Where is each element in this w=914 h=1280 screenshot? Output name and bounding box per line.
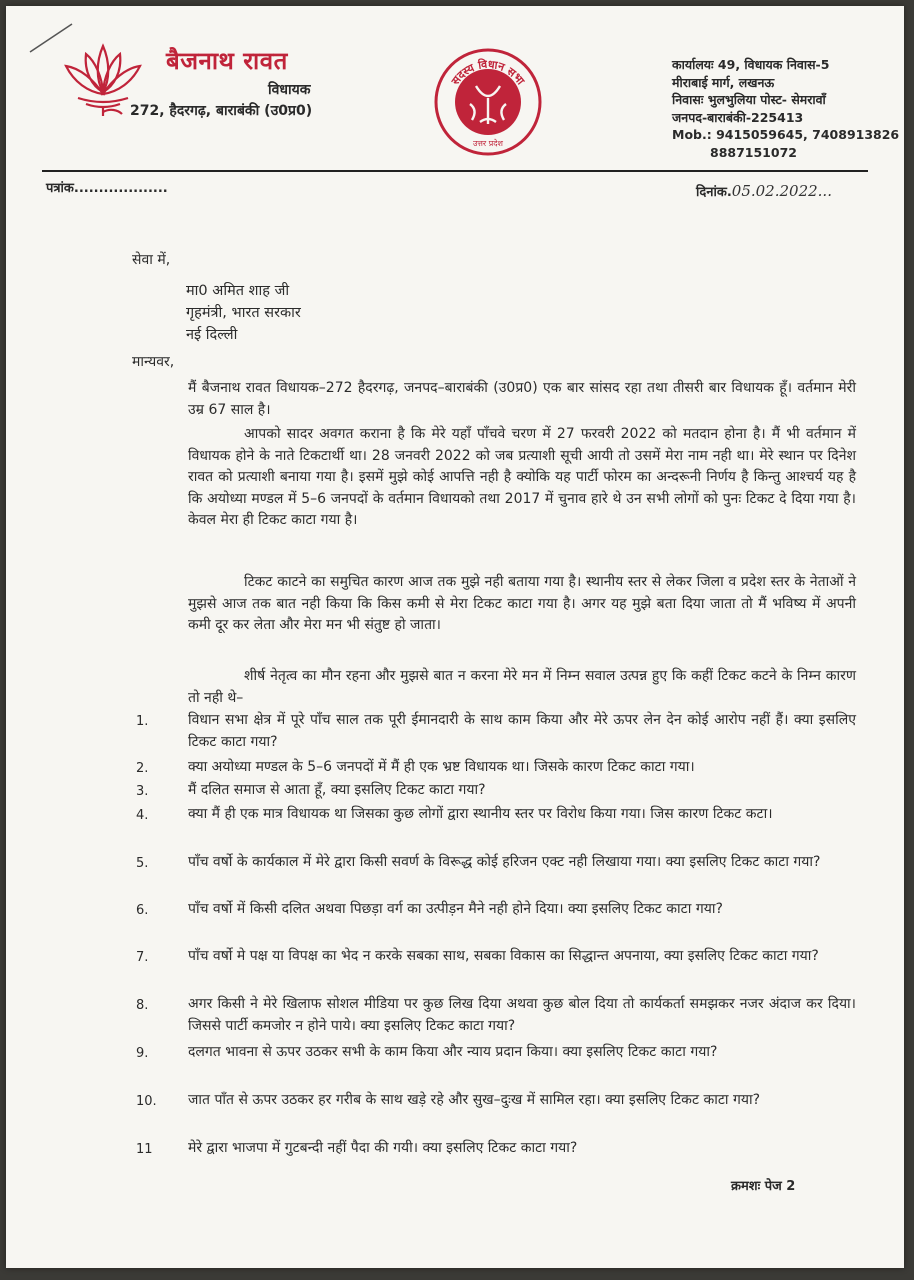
question-text: क्या मैं ही एक मात्र विधायक था जिसका कुछ लोगों द्वारा स्थानीय स्तर पर विरोध किया गया। जिस कारण टिकट कटा। [188, 806, 773, 822]
date-field [696, 182, 832, 200]
question-number: 1. [136, 714, 149, 729]
seva-me: सेवा में, [132, 252, 171, 268]
salutation: मान्यवर, [132, 354, 175, 370]
question-number: 2. [136, 761, 149, 776]
address-line: मीराबाई मार्ग, लखनऊ [672, 74, 775, 90]
mla-constituency: 272, हैदरगढ़, बाराबंकी (उ0प्र0) [130, 103, 313, 119]
addressee-line: नई दिल्ली [186, 327, 238, 343]
addressee-line: मा0 अमित शाह जी [186, 283, 290, 299]
question-number: 10. [136, 1094, 157, 1109]
question-text: क्या अयोध्या मण्डल के 5–6 जनपदों में मैं ही एक भ्रष्ट विधायक था। जिसके कारण टिकट काटा गया। [188, 759, 695, 775]
seal-bottom-text: उत्तर प्रदेश [473, 139, 503, 148]
paragraph: शीर्ष नेतृत्व का मौन रहना और मुझसे बात न करना मेरे मन में निम्न सवाल उत्पन्न हुए कि कहीं टिकट कटने के निम्न कारण तो नही थे– [188, 668, 856, 706]
vidhan-sabha-seal-icon [432, 46, 544, 158]
addressee-block [186, 280, 301, 346]
question-number: 8. [136, 998, 149, 1013]
question-text: मेरे द्वारा भाजपा में गुटबन्दी नहीं पैदा की गयी। क्या इसलिए टिकट काटा गया? [188, 1140, 578, 1156]
letter-page [6, 6, 904, 1268]
question-number: 5. [136, 856, 149, 871]
question-number: 9. [136, 1046, 149, 1061]
question-number: 7. [136, 950, 149, 965]
address-line: Mob.: 9415059645, 7408913826 [672, 127, 900, 142]
question-text: जात पाँत से ऊपर उठकर हर गरीब के साथ खड़े रहे और सुख–दुःख में सामिल रहा। क्या इसलिए टिकट काटा गया? [188, 1092, 761, 1108]
address-line: 8887151072 [710, 144, 797, 160]
continued-note: क्रमशः पेज 2 [731, 1179, 796, 1194]
address-line: जनपद-बाराबंकी-225413 [672, 109, 804, 125]
question-text: पाँच वर्षो में किसी दलित अथवा पिछड़ा वर्ग का उत्पीड़न मैने नही होने दिया। क्या इसलिए टिकट काटा गया? [188, 901, 723, 917]
mla-designation: विधायक [268, 82, 311, 98]
question-text: अगर किसी ने मेरे खिलाफ सोशल मीडिया पर कुछ लिख दिया अथवा कुछ बोल दिया तो कार्यकर्ता समझकर नजर अंदाज कर दिया। जिससे पार्टी कमजोर न होने पाये। क्या इसलिए टिकट काटा गया? [188, 996, 856, 1034]
question-text: मैं दलित समाज से आता हूँ, क्या इसलिए टिकट काटा गया? [188, 782, 486, 798]
address-line: कार्यालयः 49, विधायक निवास-5 [672, 57, 830, 72]
office-address [672, 56, 899, 161]
addressee-line: गृहमंत्री, भारत सरकार [186, 305, 301, 321]
seal-top-text: सदस्य विधान सभा [448, 57, 528, 88]
mla-name: बैजनाथ रावत [166, 47, 288, 75]
question-text: पाँच वर्षो के कार्यकाल में मेरे द्वारा किसी सवर्ण के विरूद्ध कोई हरिजन एक्ट नही लिखाया गया। क्या इसलिए टिकट काटा गया? [188, 854, 821, 870]
address-line: निवासः भुलभुलिया पोस्ट- सेमरावाँ [672, 92, 826, 107]
patrank-label: पत्रांक................... [46, 181, 168, 196]
letterhead-divider [42, 170, 868, 172]
question-number: 6. [136, 903, 149, 918]
paragraph: टिकट काटने का समुचित कारण आज तक मुझे नही बताया गया है। स्थानीय स्तर से लेकर जिला व प्रदेश स्तर के नेताओं ने मुझसे आज तक बात नही किया कि किस कमी से मेरा टिकट काटा गया है। अगर यह मुझे बता दिया जाता तो मैं भविष्य में अपनी कमी दूर कर लेता और मेरा मन भी संतुष्ट हो जाता। [188, 574, 856, 633]
paragraph: आपको सादर अवगत कराना है कि मेरे यहाँ पाँचवे चरण में 27 फरवरी 2022 को मतदान होना है। मैं भी वर्तमान में विधायक होने के नाते टिकटार्थी था। 28 जनवरी 2022 को जब प्रत्याशी सूची आयी तो उसमें मेरा नाम नही था। मेरे स्थान पर दिनेश रावत को प्रत्याशी बनाया गया है। इसमें मुझे कोई आपत्ति नही है क्योकि यह पार्टी फोरम का अन्दरूनी निर्णय है किन्तु आश्चर्य यह है कि अयोध्या मण्डल में 5–6 जनपदों के वर्तमान विधायको तथा 2017 में चुनाव हारे थे उन सभी लोगों को पुनः टिकट दे दिया गया है। केवल मेरा ही टिकट काटा गया है। [188, 426, 856, 528]
question-text: दलगत भावना से ऊपर उठकर सभी के काम किया और न्याय प्रदान किया। क्या इसलिए टिकट काटा गया? [188, 1044, 718, 1060]
question-number: 11 [136, 1142, 153, 1157]
question-text: विधान सभा क्षेत्र में पूरे पाँच साल तक पूरी ईमानदारी के साथ काम किया और मेरे ऊपर लेन देन कोई आरोप नहीं हैं। क्या इसलिए टिकट काटा गया? [188, 712, 856, 750]
question-number: 3. [136, 784, 149, 799]
question-number: 4. [136, 808, 149, 823]
dinank-label: दिनांक. [696, 185, 732, 200]
question-text: पाँच वर्षो मे पक्ष या विपक्ष का भेद न करके सबका साथ, सबका विकास का सिद्धान्त अपनाया, क्या इसलिए टिकट काटा गया? [188, 948, 819, 964]
paragraph: मैं बैजनाथ रावत विधायक–272 हैदरगढ़, जनपद–बाराबंकी (उ0प्र0) एक बार सांसद रहा तथा तीसरी बार विधायक हूँ। वर्तमान मेरी उम्र 67 साल है। [188, 380, 856, 418]
date-value: 05.02.2022... [731, 182, 832, 200]
